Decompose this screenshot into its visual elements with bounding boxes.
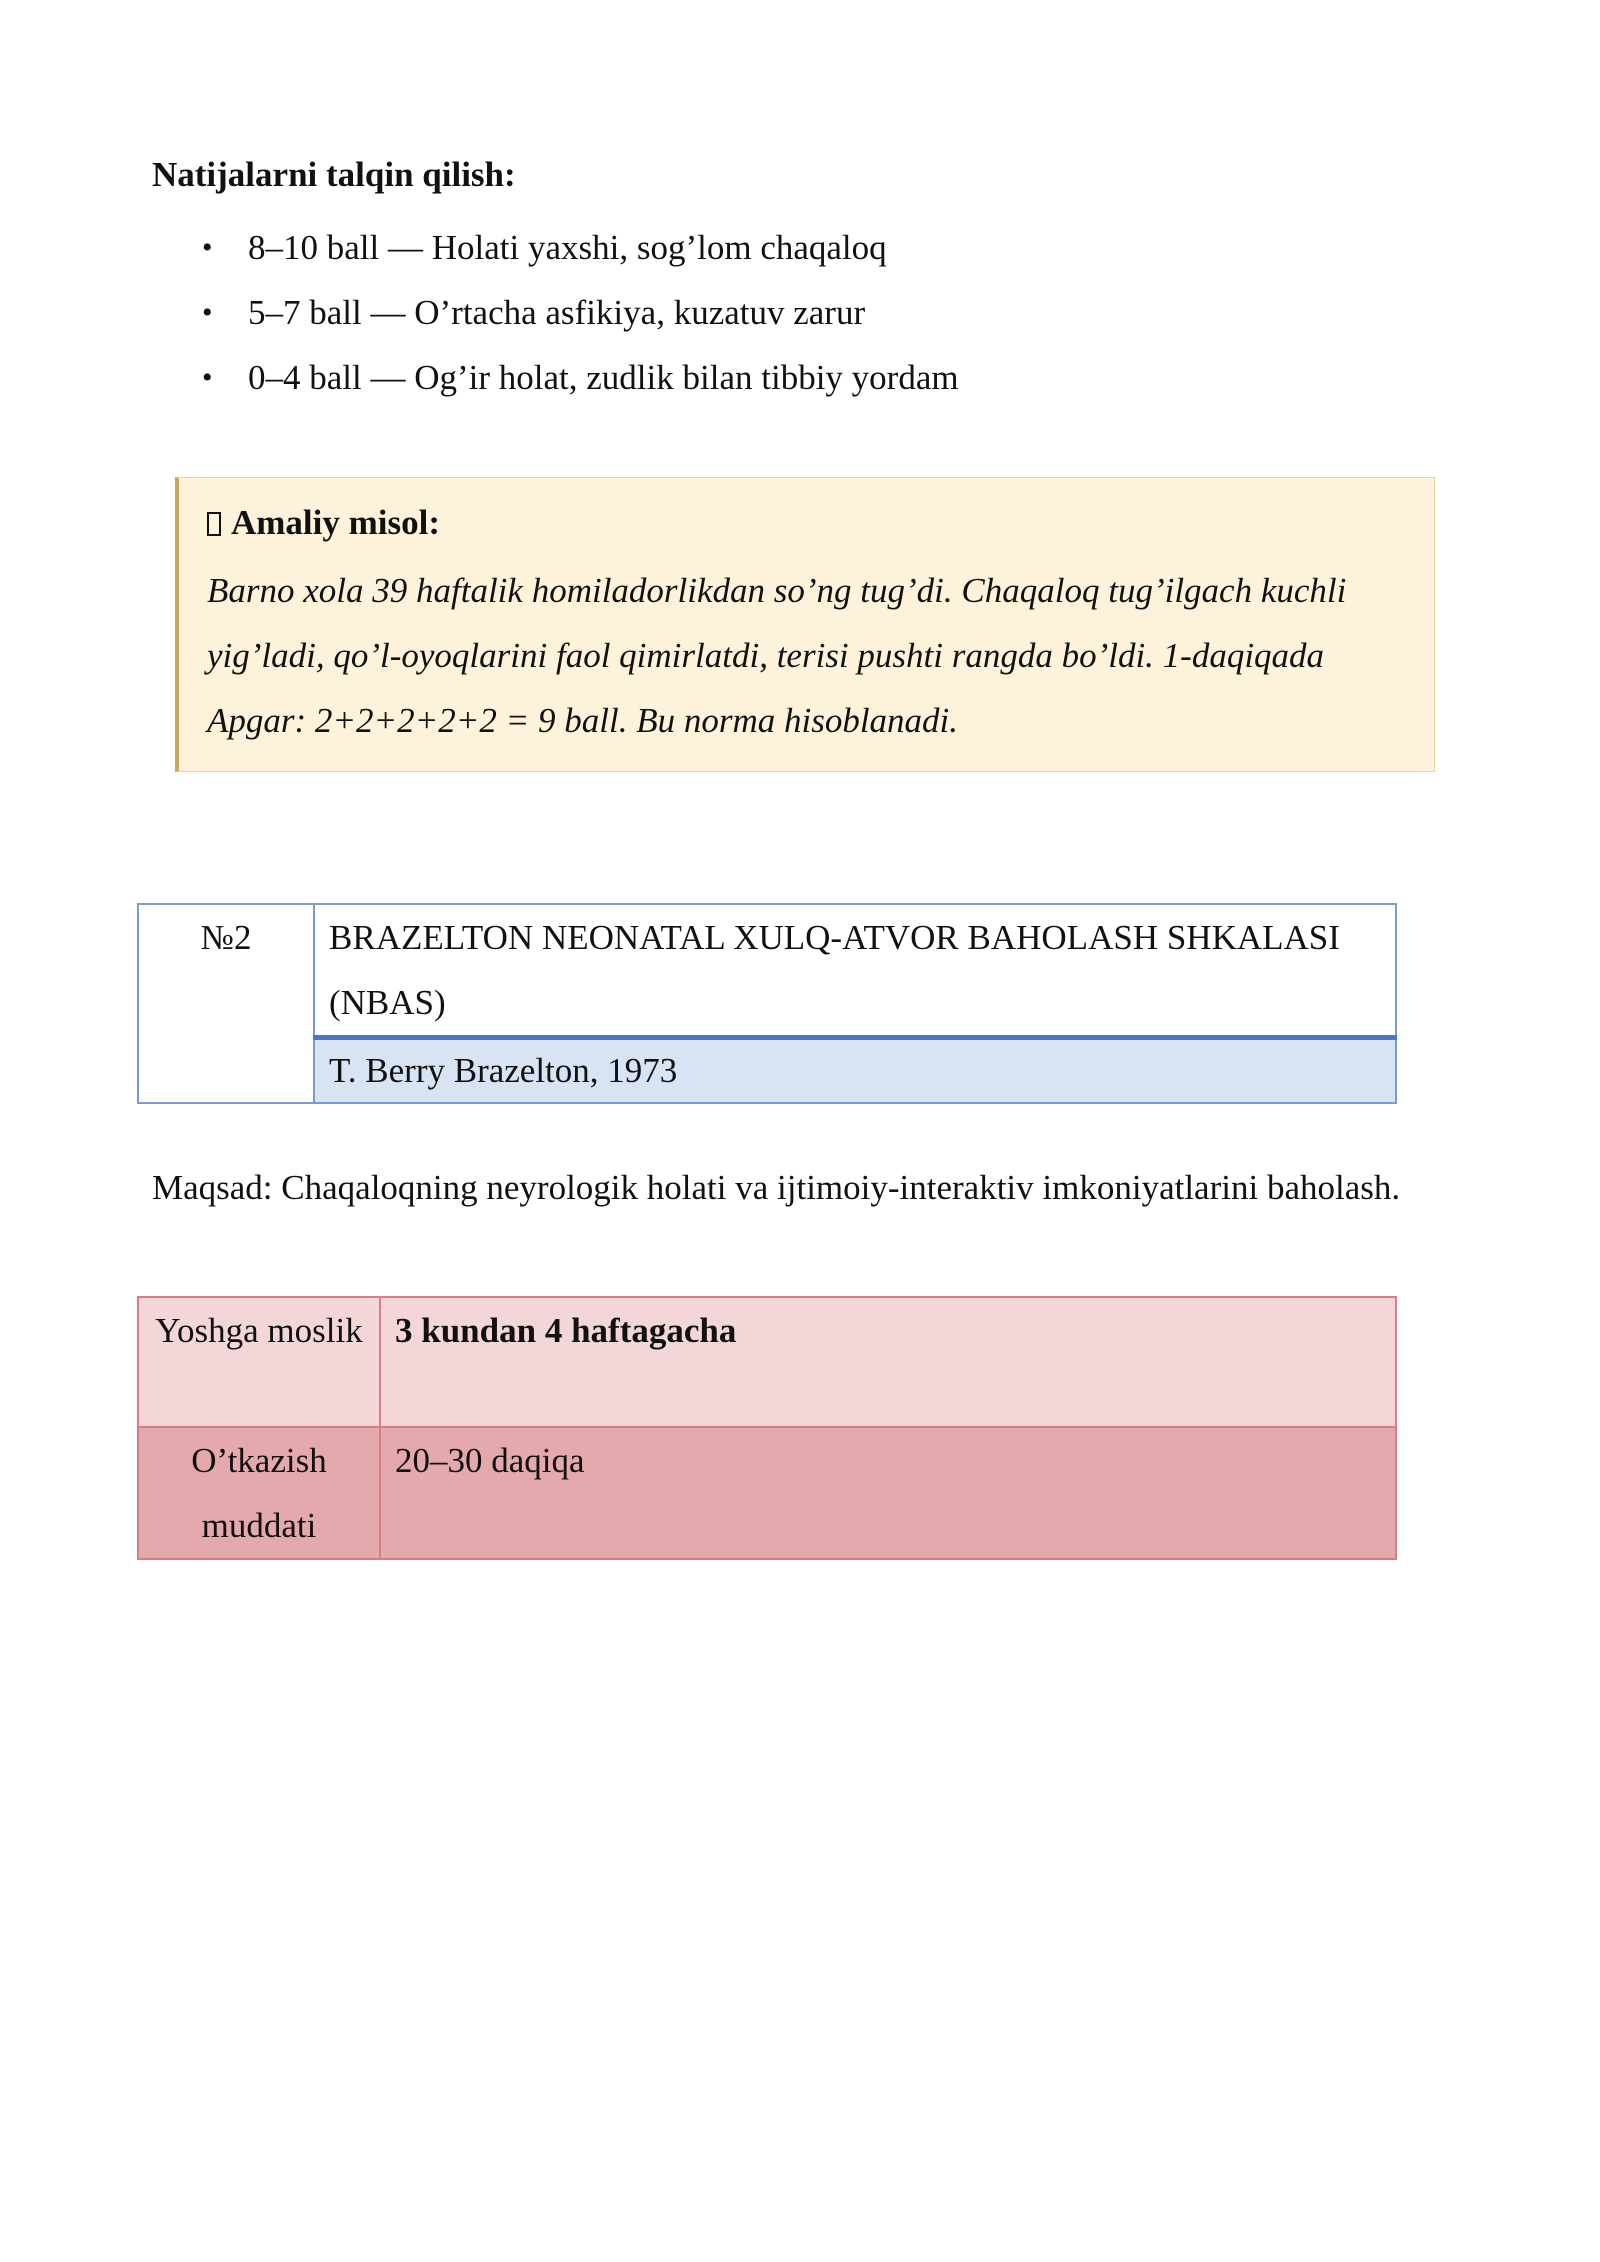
list-item <box>152 215 1402 280</box>
goal-text: Maqsad: Chaqaloqning neyrologik holati va ijtimoiy-interaktiv imkoniyatlarini baholash. <box>152 1168 1401 1207</box>
details-value: 20–30 daqiqa <box>380 1427 1396 1559</box>
list-item <box>152 345 1402 410</box>
table-row <box>138 1038 1396 1104</box>
practical-example-box <box>175 477 1435 772</box>
details-key: Yoshga moslik <box>138 1297 380 1427</box>
results-heading: Natijalarni talqin qilish: <box>152 155 516 194</box>
missing-glyph-icon <box>207 512 221 536</box>
bullet-icon: • <box>202 231 213 264</box>
example-title: Amaliy misol: <box>231 503 441 542</box>
table-row <box>138 904 1396 1038</box>
method-number: №2 <box>138 904 314 1103</box>
result-text: 5–7 ball — O’rtacha asfikiya, kuzatuv zarur <box>248 293 866 332</box>
method-header-table <box>137 903 1397 1104</box>
details-value: 3 kundan 4 haftagacha <box>380 1297 1396 1427</box>
list-item <box>152 280 1402 345</box>
table-row <box>138 1297 1396 1427</box>
example-text: Barno xola 39 haftalik homiladorlikdan so’ng tug’di. Chaqaloq tug’ilgach kuchli yig’ladi, qo’l-oyoqlarini faol qimirlatdi, terisi pushti rangda bo’ldi. 1-daqiqada Apgar: 2+2+2+2+2 = 9 ball. Bu norma hisoblanadi. <box>207 571 1347 740</box>
table-row <box>138 1427 1396 1559</box>
details-key: O’tkazish muddati <box>138 1427 380 1559</box>
result-text: 8–10 ball — Holati yaxshi, sog’lom chaqaloq <box>248 228 887 267</box>
method-author: T. Berry Brazelton, 1973 <box>314 1038 1396 1104</box>
details-table <box>137 1296 1397 1560</box>
method-title: BRAZELTON NEONATAL XULQ-ATVOR BAHOLASH SHKALASI (NBAS) <box>314 904 1396 1038</box>
bullet-icon: • <box>202 296 213 329</box>
result-text: 0–4 ball — Og’ir holat, zudlik bilan tibbiy yordam <box>248 358 959 397</box>
example-title-line <box>207 493 1404 553</box>
results-list <box>152 215 1402 410</box>
bullet-icon: • <box>202 361 213 394</box>
